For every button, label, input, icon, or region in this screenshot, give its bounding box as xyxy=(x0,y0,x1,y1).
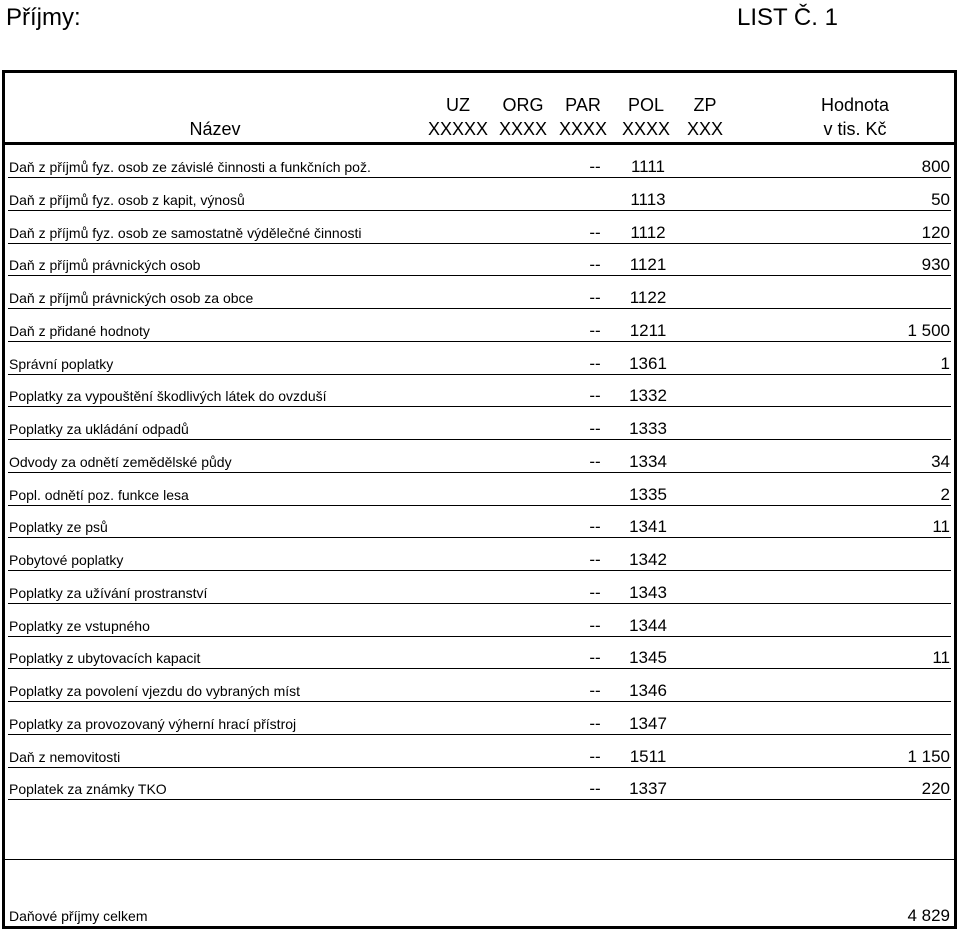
column-header-name: Název xyxy=(189,119,241,139)
row-divider xyxy=(8,799,951,800)
total-row xyxy=(5,896,954,929)
row-value: 2 xyxy=(940,484,950,504)
row-value: 220 xyxy=(921,779,950,799)
column-header-pol: POL XXXX xyxy=(621,95,671,139)
table-row xyxy=(5,505,954,538)
row-par: -- xyxy=(589,746,601,766)
row-name: Pobytové poplatky xyxy=(9,552,124,568)
row-name: Poplatky za provozovaný výherní hrací přístroj xyxy=(9,715,297,732)
table-row xyxy=(5,243,954,276)
table-row xyxy=(5,571,954,604)
row-pol: 1337 xyxy=(629,779,667,799)
row-par: -- xyxy=(589,255,601,275)
row-par: -- xyxy=(589,550,601,569)
table-row xyxy=(5,767,954,800)
table-row xyxy=(5,211,954,244)
row-pol: 1121 xyxy=(629,255,667,275)
row-par: -- xyxy=(589,615,601,635)
table-row xyxy=(5,276,954,309)
row-pol: 1345 xyxy=(629,648,667,668)
row-name: Odvody za odnětí zemědělské půdy xyxy=(9,453,232,470)
row-name: Daň z přidané hodnoty xyxy=(9,322,150,339)
table-row xyxy=(5,735,954,768)
table-row xyxy=(5,702,954,735)
row-name: Poplatky za ukládání odpadů xyxy=(9,421,189,437)
row-pol: 1332 xyxy=(629,386,667,406)
column-header-uz: UZ XXXXX xyxy=(427,95,489,139)
row-par: -- xyxy=(589,648,601,668)
row-name: Poplatky za užívání prostranství xyxy=(9,584,208,601)
row-par: -- xyxy=(589,353,601,373)
column-header-zp: ZP XXX xyxy=(686,95,724,139)
row-name: Daň z nemovitosti xyxy=(9,748,121,765)
table-row xyxy=(5,407,954,440)
row-par: -- xyxy=(589,582,601,602)
column-header-org: ORG XXXX xyxy=(498,95,548,139)
row-pol: 1333 xyxy=(629,419,667,438)
table-row xyxy=(5,374,954,407)
row-value: 930 xyxy=(921,255,950,275)
row-par: -- xyxy=(589,779,601,799)
table-row xyxy=(5,604,954,637)
table-row xyxy=(5,309,954,342)
row-name: Správní poplatky xyxy=(9,355,114,372)
footer-divider xyxy=(5,859,954,860)
row-name: Daň z příjmů fyz. osob ze samostatně výdělečné činnosti xyxy=(9,224,362,241)
row-value: 1 150 xyxy=(907,746,950,766)
table-row xyxy=(5,636,954,669)
row-value: 50 xyxy=(931,189,950,209)
row-value: 800 xyxy=(921,157,950,176)
row-name: Daň z příjmů fyz. osob ze závislé činnosti a funkčních pož. xyxy=(9,159,371,175)
row-par: -- xyxy=(589,157,601,176)
table-row xyxy=(5,538,954,571)
row-value: 11 xyxy=(932,648,950,668)
total-label: Daňové příjmy celkem xyxy=(9,908,148,924)
row-name: Poplatek za známky TKO xyxy=(9,781,167,798)
row-value: 1 500 xyxy=(907,320,950,340)
row-pol: 1211 xyxy=(629,320,667,340)
row-name: Daň z příjmů právnických osob xyxy=(9,257,201,274)
row-name: Poplatky ze vstupného xyxy=(9,617,150,634)
row-name: Poplatky z ubytovacích kapacit xyxy=(9,650,201,667)
row-par: -- xyxy=(589,419,601,438)
row-name: Daň z příjmů právnických osob za obce xyxy=(9,290,254,306)
sheet-number: LIST Č. 1 xyxy=(737,4,838,31)
row-pol: 1343 xyxy=(629,582,667,602)
row-par: -- xyxy=(589,222,601,242)
row-par: -- xyxy=(589,517,601,537)
table-row xyxy=(5,178,954,211)
row-pol: 1341 xyxy=(629,517,667,537)
row-name: Poplatky ze psů xyxy=(9,519,108,536)
revenue-table xyxy=(2,70,957,929)
row-value: 1 xyxy=(940,353,950,373)
row-pol: 1511 xyxy=(629,746,667,766)
table-row xyxy=(5,145,954,178)
column-header-par: PAR XXXX xyxy=(558,95,608,139)
row-value: 120 xyxy=(921,222,950,242)
row-pol: 1342 xyxy=(629,550,667,569)
row-pol: 1112 xyxy=(630,222,666,242)
row-name: Poplatky za vypouštění škodlivých látek do ovzduší xyxy=(9,388,327,405)
table-row xyxy=(5,669,954,702)
row-value: 11 xyxy=(932,517,950,537)
row-pol: 1113 xyxy=(630,189,666,209)
table-row xyxy=(5,473,954,506)
row-pol: 1361 xyxy=(629,353,667,373)
table-row xyxy=(5,342,954,375)
row-pol: 1111 xyxy=(630,157,666,176)
row-par: -- xyxy=(589,713,601,733)
page-title: Příjmy: xyxy=(6,4,81,31)
row-pol: 1346 xyxy=(629,681,667,700)
row-name: Popl. odnětí poz. funkce lesa xyxy=(9,486,189,503)
row-par: -- xyxy=(589,386,601,406)
row-par: -- xyxy=(589,288,601,307)
column-header-value: Hodnota v tis. Kč xyxy=(820,95,890,139)
table-row xyxy=(5,440,954,473)
row-par: -- xyxy=(589,451,601,471)
row-par: -- xyxy=(589,681,601,700)
row-name: Daň z příjmů fyz. osob z kapit, výnosů xyxy=(9,191,245,208)
row-pol: 1344 xyxy=(629,615,667,635)
row-name: Poplatky za povolení vjezdu do vybraných míst xyxy=(9,683,301,699)
row-pol: 1347 xyxy=(629,713,667,733)
row-par: -- xyxy=(589,320,601,340)
row-pol: 1334 xyxy=(629,451,667,471)
row-value: 34 xyxy=(931,451,950,471)
total-value: 4 829 xyxy=(907,906,950,925)
row-pol: 1122 xyxy=(629,288,667,307)
row-pol: 1335 xyxy=(629,484,667,504)
